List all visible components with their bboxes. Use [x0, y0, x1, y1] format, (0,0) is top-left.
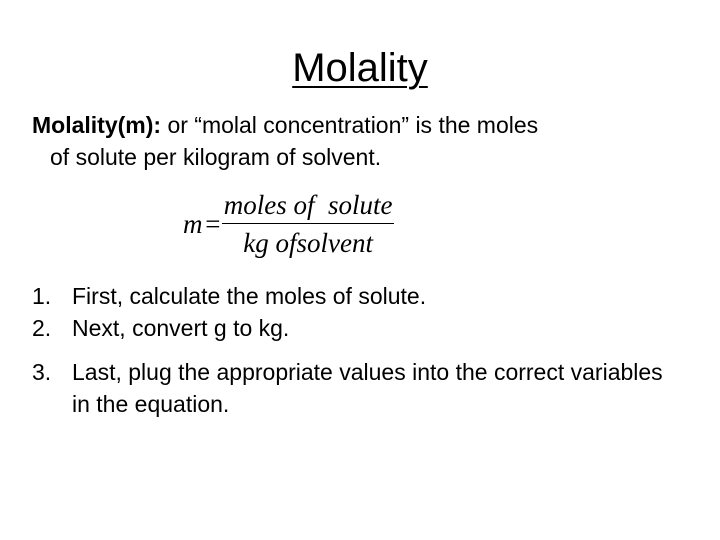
definition-line-2: of solute per kilogram of solvent. [50, 144, 382, 170]
formula-fraction [222, 190, 395, 259]
formula-equals: = [203, 208, 222, 239]
definition-paragraph [32, 109, 672, 173]
step-item [32, 280, 682, 312]
step-text: Last, plug the appropriate values into the correct variables in the equation. [72, 359, 663, 417]
formula-numerator: moles of solute [223, 189, 393, 220]
definition-text-1: or “molal concentration” is the moles [161, 112, 539, 138]
definition-term: Molality(m): [32, 112, 162, 138]
step-number: 3. [32, 359, 52, 385]
molality-formula [183, 184, 394, 264]
step-item [32, 312, 682, 344]
step-text: First, calculate the moles of solute. [72, 283, 427, 309]
formula-denominator: kg ofsolvent [243, 228, 373, 259]
step-text: Next, convert g to kg. [72, 315, 290, 341]
slide-title: Molality [292, 46, 428, 90]
step-number: 2. [32, 315, 52, 341]
steps-list [32, 280, 682, 420]
formula-lhs: m [183, 208, 203, 239]
definition-line-1 [32, 109, 672, 141]
step-number: 1. [32, 283, 52, 309]
step-item [32, 356, 682, 420]
